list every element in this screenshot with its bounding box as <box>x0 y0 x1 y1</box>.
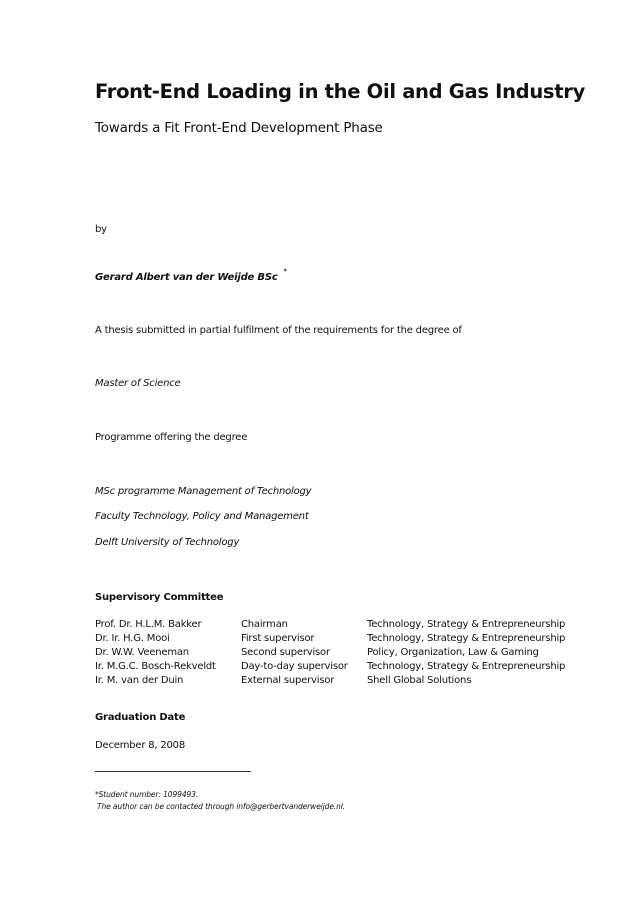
committee-affiliation: Technology, Strategy & Entrepreneurship <box>367 661 566 672</box>
author-line <box>95 268 287 283</box>
footnote-contact: The author can be contacted through info@gerbertvanderweijde.nl. <box>97 802 346 811</box>
by-label: by <box>95 224 107 235</box>
committee-name: Prof. Dr. H.L.M. Bakker <box>95 619 202 630</box>
author-footnote-mark: * <box>283 268 287 275</box>
committee-role: External supervisor <box>241 675 335 686</box>
document-title: Front-End Loading in the Oil and Gas Industry <box>95 80 585 103</box>
footnote-student-number: *Student number: 1099493. <box>95 790 199 799</box>
committee-name: Dr. Ir. H.G. Mooi <box>95 633 170 644</box>
programme-line-3: Delft University of Technology <box>95 537 240 548</box>
degree: Master of Science <box>95 378 181 389</box>
programme-line-2: Faculty Technology, Policy and Management <box>95 511 309 522</box>
committee-name: Dr. W.W. Veeneman <box>95 647 189 658</box>
committee-name: Ir. M. van der Duin <box>95 675 184 686</box>
thesis-statement: A thesis submitted in partial fulfilment of the requirements for the degree of <box>95 325 462 336</box>
committee-name: Ir. M.G.C. Bosch-Rekveldt <box>95 661 216 672</box>
author-name: Gerard Albert van der Weijde BSc <box>95 272 278 283</box>
committee-affiliation: Technology, Strategy & Entrepreneurship <box>367 633 566 644</box>
committee-role: Second supervisor <box>241 647 330 658</box>
footnote-divider <box>95 771 251 772</box>
committee-role: Day-to-day supervisor <box>241 661 348 672</box>
graduation-date: December 8, 2008 <box>95 740 186 751</box>
programme-label: Programme offering the degree <box>95 432 248 443</box>
committee-role: Chairman <box>241 619 288 630</box>
committee-affiliation: Shell Global Solutions <box>367 675 472 686</box>
committee-role: First supervisor <box>241 633 315 644</box>
committee-heading: Supervisory Committee <box>95 592 224 603</box>
committee-affiliation: Technology, Strategy & Entrepreneurship <box>367 619 566 630</box>
committee-affiliation: Policy, Organization, Law & Gaming <box>367 647 539 658</box>
programme-line-1: MSc programme Management of Technology <box>95 486 312 497</box>
document-subtitle: Towards a Fit Front-End Development Phase <box>95 120 383 136</box>
graduation-heading: Graduation Date <box>95 712 186 723</box>
